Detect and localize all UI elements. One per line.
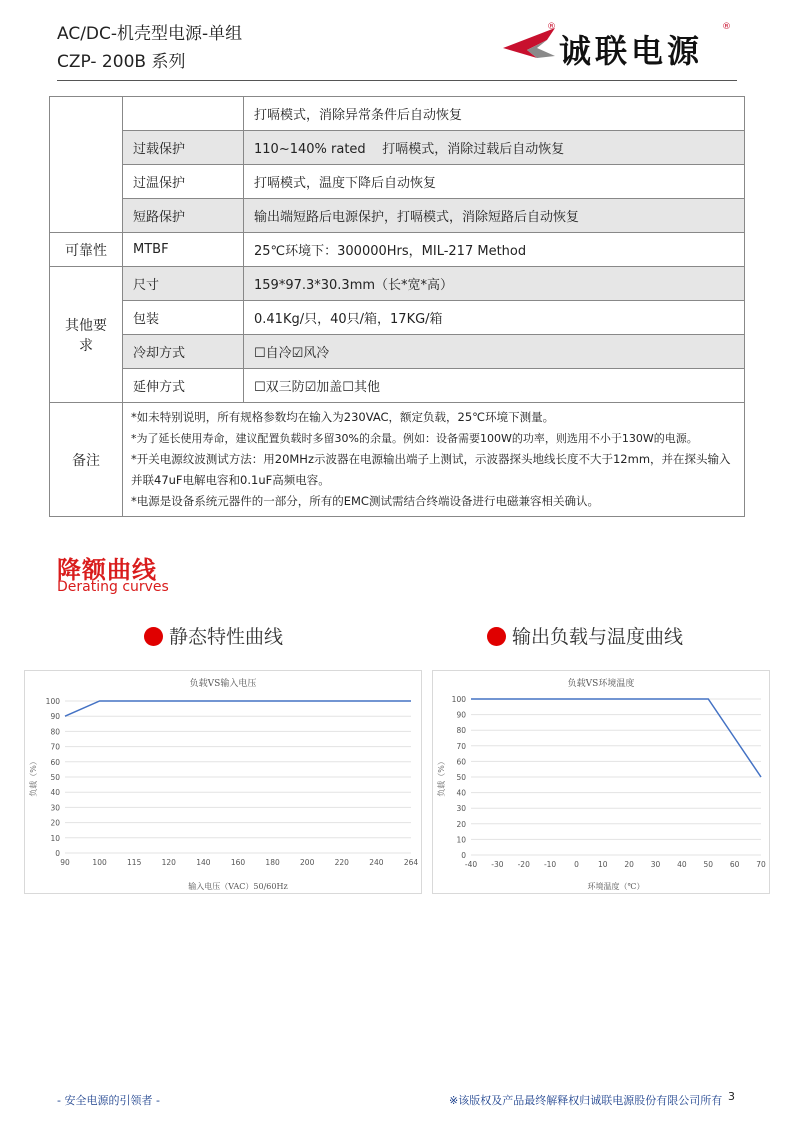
item-cell: 包装 xyxy=(123,301,244,335)
table-row xyxy=(50,97,745,131)
x-tick-label: 30 xyxy=(650,860,661,869)
x-tick-label: 180 xyxy=(265,858,280,867)
x-tick-label: 0 xyxy=(574,860,579,869)
spec-table xyxy=(49,96,745,517)
y-tick-label: 70 xyxy=(50,742,60,752)
table-row xyxy=(50,335,745,369)
y-tick-label: 90 xyxy=(456,710,466,720)
series-title: AC/DC-机壳型电源-单组 xyxy=(57,24,243,44)
x-tick-label: 160 xyxy=(230,858,246,867)
x-tick-label: 264 xyxy=(403,858,419,867)
heading-text: 静态特性曲线 xyxy=(169,626,284,648)
value-cell: ☐双三防☑加盖☐其他 xyxy=(244,369,745,403)
item-cell: 尺寸 xyxy=(123,267,244,301)
x-tick-label: 50 xyxy=(703,860,714,869)
x-tick-label: 240 xyxy=(369,858,384,867)
item-cell: MTBF xyxy=(123,233,244,267)
x-tick-label: 200 xyxy=(300,858,315,867)
note-line: *电源是设备系统元器件的一部分，所有的EMC测试需结合终端设备进行电磁兼容相关确认。 xyxy=(131,494,599,508)
note-line: *如未特别说明，所有规格参数均在输入为230VAC，额定负载，25℃环境下测量。 xyxy=(131,410,555,424)
x-tick-label: -40 xyxy=(464,860,478,869)
item-cell: 过温保护 xyxy=(123,165,244,199)
y-tick-label: 10 xyxy=(50,833,60,843)
item-cell xyxy=(123,97,244,131)
item-cell: 短路保护 xyxy=(123,199,244,233)
x-tick-label: 40 xyxy=(677,860,687,869)
y-tick-label: 80 xyxy=(50,727,60,737)
y-tick-label: 20 xyxy=(50,818,60,828)
x-tick-label: 120 xyxy=(161,858,176,867)
table-row xyxy=(50,301,745,335)
y-tick-label: 100 xyxy=(45,697,60,706)
table-row xyxy=(50,199,745,233)
y-tick-label: 50 xyxy=(456,773,466,782)
brand-name: 诚联电源 xyxy=(559,32,704,70)
x-tick-label: 70 xyxy=(756,860,766,869)
notes-cell xyxy=(123,403,745,517)
y-tick-label: 70 xyxy=(456,741,466,751)
y-tick-label: 0 xyxy=(461,851,466,860)
section-subtitle: Derating curves xyxy=(57,579,169,595)
x-tick-label: 220 xyxy=(334,858,349,867)
series-line xyxy=(471,699,761,777)
page-header xyxy=(57,22,737,81)
x-axis-label: 输入电压（VAC）50/60Hz xyxy=(188,882,288,891)
x-axis-label: 环境温度（℃） xyxy=(587,882,645,891)
y-tick-label: 10 xyxy=(456,835,466,845)
section-title: 降额曲线 xyxy=(57,556,157,584)
footer-slogan: - 安全电源的引领者 - xyxy=(57,1094,160,1107)
category-cell xyxy=(50,97,123,233)
table-row xyxy=(50,233,745,267)
note-line: *开关电源纹波测试方法：用20MHz示波器在电源输出端子上测试，示波器探头地线长度不大于12mm，并在探头输入并联47uF电解电容和0.1uF高频电容。 xyxy=(131,452,731,487)
x-tick-label: 90 xyxy=(60,858,70,867)
value-cell: 110~140% rated 打嗝模式，消除过载后自动恢复 xyxy=(244,131,745,165)
y-tick-label: 40 xyxy=(456,788,466,798)
category-cell: 其他要求 xyxy=(50,267,123,403)
series-line xyxy=(65,701,411,716)
chart-svg xyxy=(433,671,769,893)
chart-title: 负载VS环境温度 xyxy=(567,679,635,689)
table-row xyxy=(50,165,745,199)
x-tick-label: 140 xyxy=(196,858,211,867)
x-tick-label: 100 xyxy=(92,858,107,867)
value-cell: 25℃环境下：300000Hrs，MIL-217 Method xyxy=(244,233,745,267)
value-cell: 159*97.3*30.3mm（长*宽*高） xyxy=(244,267,745,301)
x-tick-label: -30 xyxy=(491,860,504,869)
footer-copyright: ※该版权及产品最终解释权归诚联电源股份有限公司所有 xyxy=(449,1094,723,1107)
y-tick-label: 60 xyxy=(456,757,466,767)
chart-load-vs-temperature xyxy=(432,670,770,894)
y-tick-label: 20 xyxy=(456,819,466,829)
y-axis-label: 负载（%） xyxy=(437,757,446,797)
value-cell: ☐自冷☑风冷 xyxy=(244,335,745,369)
item-cell: 过载保护 xyxy=(123,131,244,165)
x-tick-label: 10 xyxy=(598,860,608,869)
y-tick-label: 30 xyxy=(50,803,60,813)
page-number: 3 xyxy=(728,1090,735,1103)
reg-mark: ® xyxy=(722,22,731,32)
chart-title: 负载VS输入电压 xyxy=(189,679,257,689)
table-row xyxy=(50,131,745,165)
y-tick-label: 90 xyxy=(50,712,60,722)
reg-mark: ® xyxy=(547,22,556,32)
item-cell: 延伸方式 xyxy=(123,369,244,403)
table-row xyxy=(50,267,745,301)
y-tick-label: 30 xyxy=(456,804,466,814)
value-cell: 打嗝模式，消除异常条件后自动恢复 xyxy=(244,97,745,131)
x-tick-label: 115 xyxy=(127,858,142,867)
value-cell: 0.41Kg/只，40只/箱，17KG/箱 xyxy=(244,301,745,335)
logo-arrow-icon xyxy=(497,26,557,66)
red-dot-icon xyxy=(144,627,163,646)
table-row xyxy=(50,403,745,517)
value-cell: 打嗝模式，温度下降后自动恢复 xyxy=(244,165,745,199)
red-dot-icon xyxy=(487,627,506,646)
category-cell: 可靠性 xyxy=(50,233,123,267)
y-tick-label: 40 xyxy=(50,788,60,798)
chart-load-vs-voltage xyxy=(24,670,422,894)
value-cell: 输出端短路后电源保护，打嗝模式，消除短路后自动恢复 xyxy=(244,199,745,233)
y-tick-label: 80 xyxy=(456,726,466,736)
chart-svg xyxy=(25,671,421,893)
x-tick-label: 60 xyxy=(729,860,740,869)
table-row xyxy=(50,369,745,403)
category-cell: 备注 xyxy=(50,403,123,517)
right-chart-heading xyxy=(487,624,683,650)
y-axis-label: 负载（%） xyxy=(29,757,38,797)
note-line: *为了延长使用寿命，建议配置负载时多留30%的余量。例如：设备需要100W的功率，则选用不小于130W的电源。 xyxy=(131,432,698,445)
y-tick-label: 60 xyxy=(50,757,60,767)
y-tick-label: 50 xyxy=(50,773,60,782)
model-title: CZP- 200B 系列 xyxy=(57,52,186,72)
x-tick-label: -20 xyxy=(517,860,530,869)
y-tick-label: 0 xyxy=(55,849,60,858)
item-cell: 冷却方式 xyxy=(123,335,244,369)
left-chart-heading xyxy=(144,624,283,650)
brand-logo xyxy=(497,22,737,72)
y-tick-label: 100 xyxy=(451,695,466,704)
x-tick-label: 20 xyxy=(624,860,634,869)
x-tick-label: -10 xyxy=(543,860,557,869)
heading-text: 输出负载与温度曲线 xyxy=(512,626,684,648)
